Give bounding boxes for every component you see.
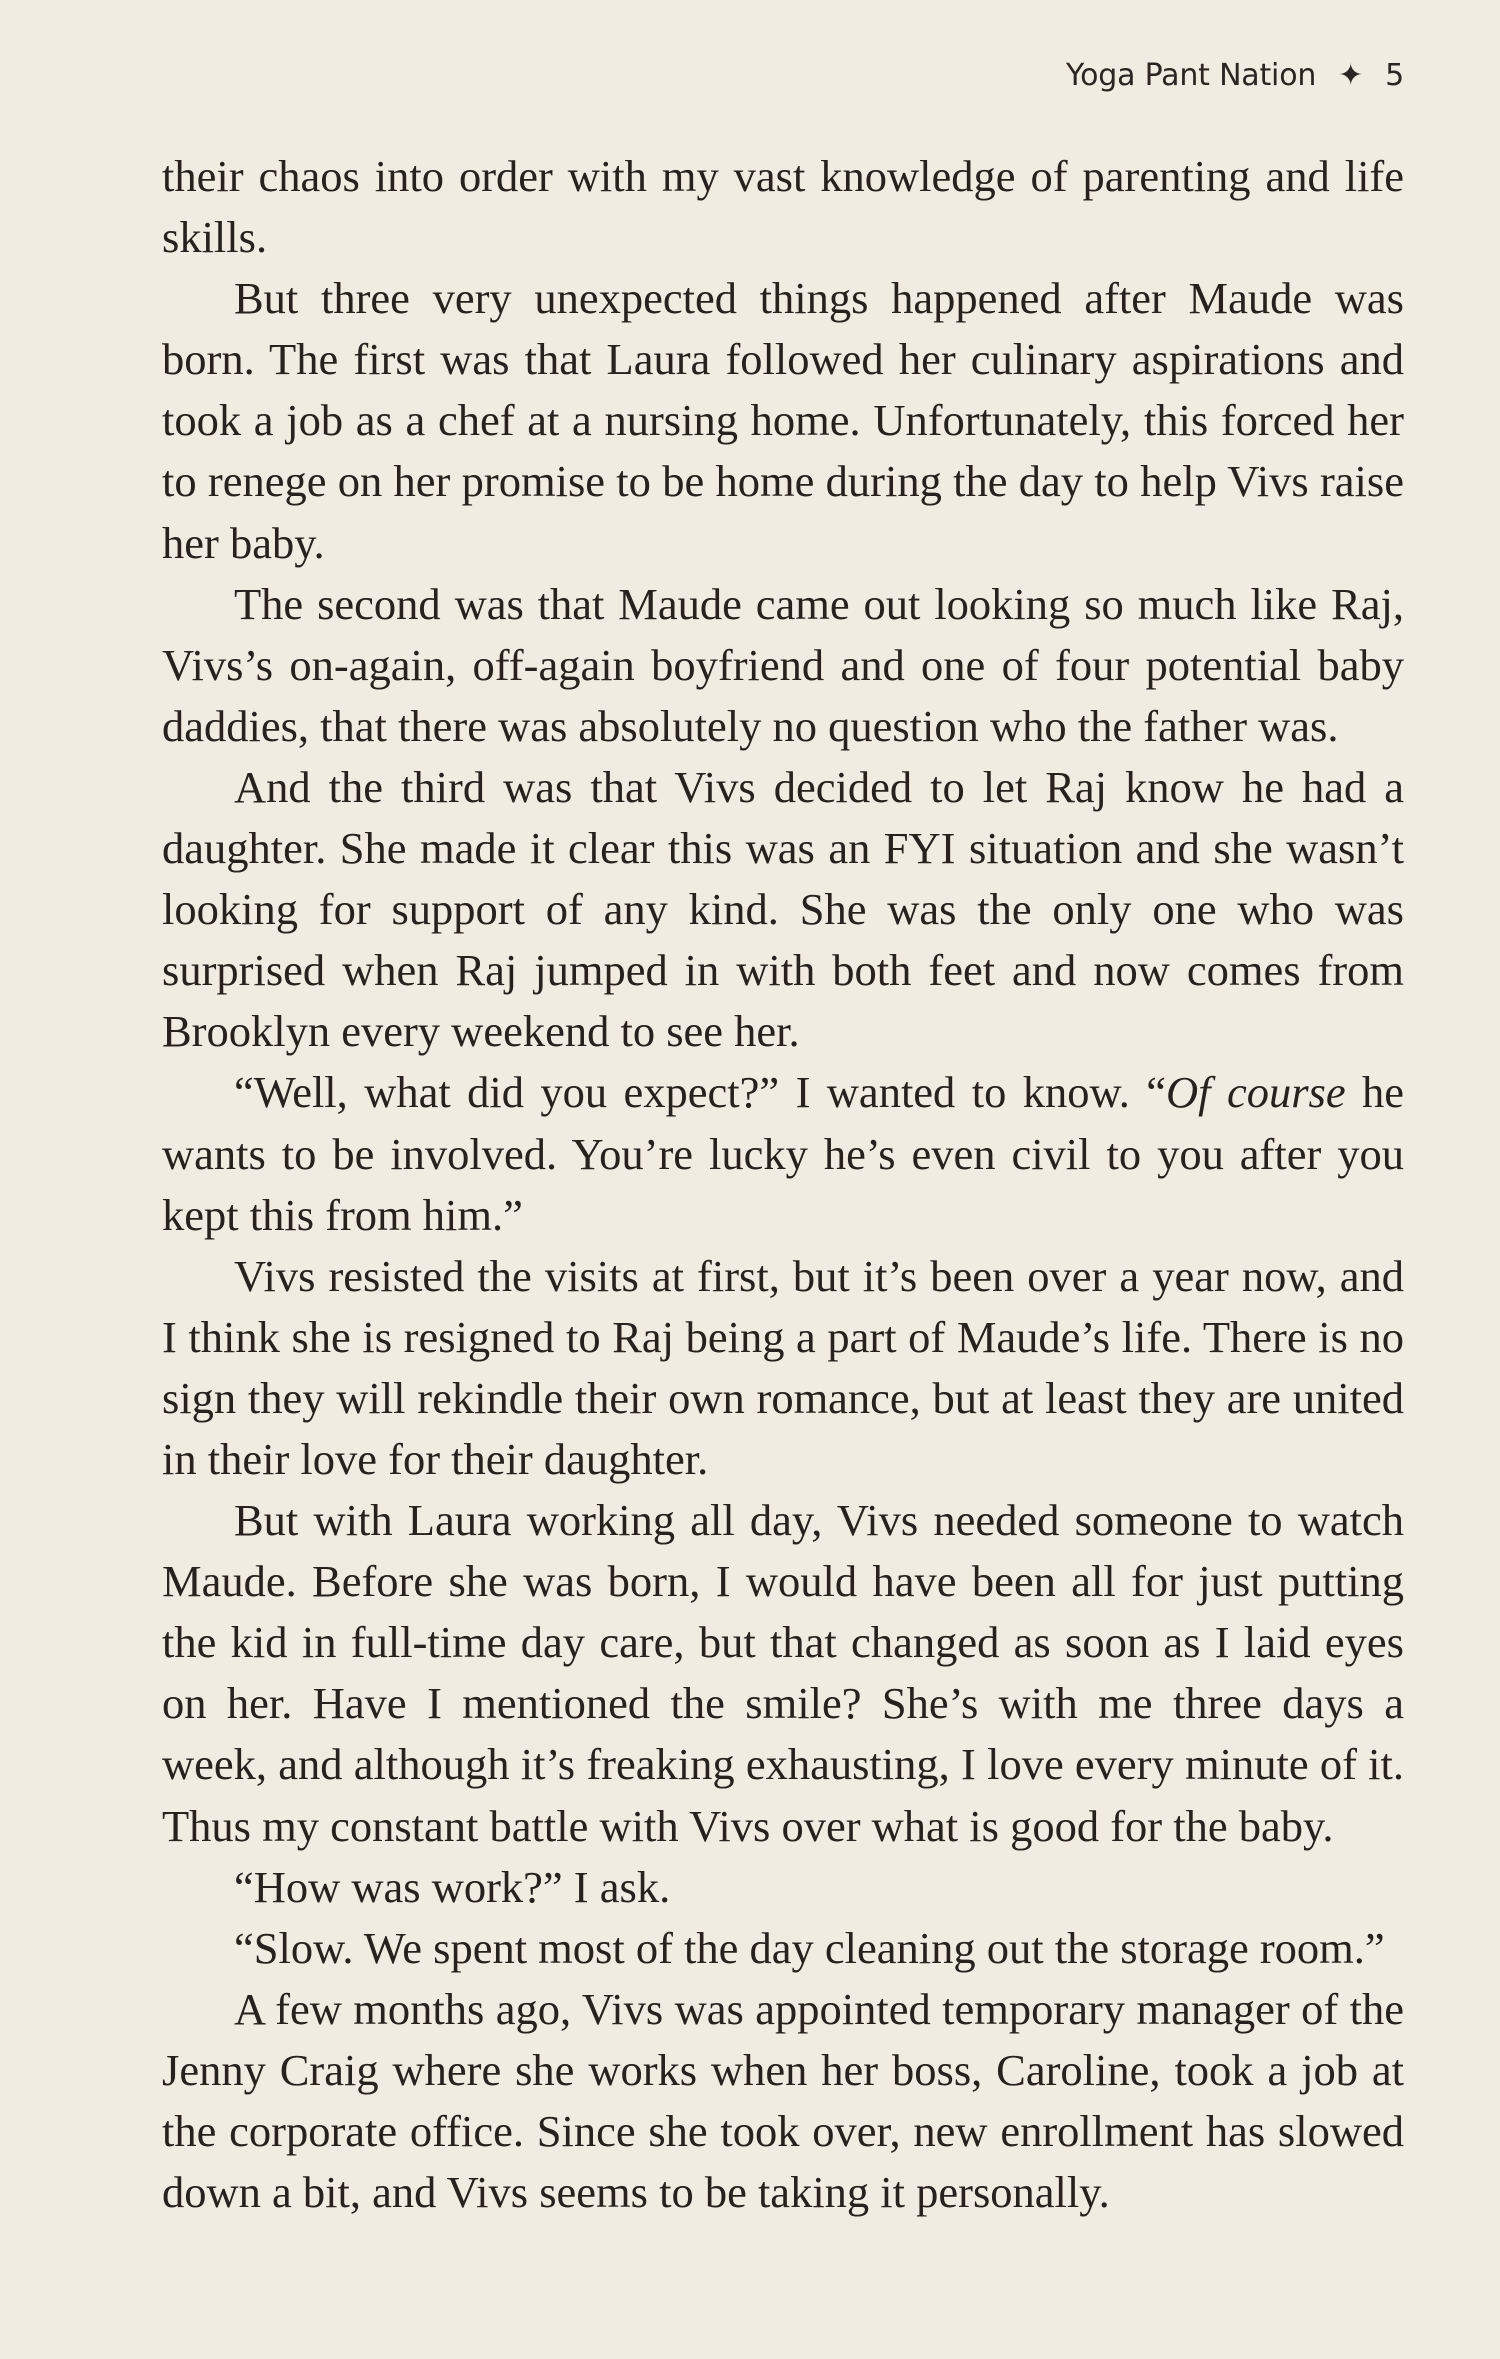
paragraph-8-text: “How was work?” I ask.	[234, 1861, 671, 1912]
paragraph-2-text: But three very unexpected things happened after Maude was born. The first was that Laura followed her culinary aspirations and took a job as a chef at a nursing home. Unfortunately, this forced her to renege on her promise to be home during the day to help Vivs raise her baby.	[162, 273, 1404, 568]
star-ornament-icon: ✦	[1338, 57, 1364, 93]
paragraph-6	[162, 1246, 1404, 1490]
paragraph-7-text: But with Laura working all day, Vivs needed someone to watch Maude. Before she was born, I would have been all for just putting the kid in full-time day care, but that changed as soon as I laid eyes on her. Have I mentioned the smile? She’s with me three days a week, and although it’s freaking exhausting, I love every minute of it. Thus my constant battle with Vivs over what is good for the baby.	[162, 1495, 1404, 1851]
running-header	[1066, 58, 1404, 93]
paragraph-4	[162, 757, 1404, 1062]
paragraph-4-text: And the third was that Vivs decided to let Raj know he had a daughter. She made it clear this was an FYI situation and she wasn’t looking for support of any kind. She was the only one who was surprised when Raj jumped in with both feet and now comes from Brooklyn every weekend to see her.	[162, 761, 1404, 1057]
paragraph-6-text: Vivs resisted the visits at first, but it’s been over a year now, and I think she is resigned to Raj being a part of Maude’s life. There is no sign they will rekindle their own romance, but at least they are united in their love for their daughter.	[162, 1250, 1404, 1484]
paragraph-3	[162, 574, 1404, 757]
page-number: 5	[1385, 58, 1404, 93]
paragraph-10-text: A few months ago, Vivs was appointed temporary manager of the Jenny Craig where she works when her boss, Caroline, took a job at the corporate office. Since she took over, new enrollment has slowed down a bit, and Vivs seems to be taking it personally.	[162, 1983, 1404, 2218]
paragraph-2	[162, 268, 1404, 573]
paragraph-5	[162, 1062, 1404, 1245]
paragraph-8	[162, 1857, 1404, 1918]
paragraph-9	[162, 1918, 1404, 1979]
paragraph-5-text-b: he wants to be involved. You’re lucky he’s even civil to you after you kept this from him.”	[162, 1067, 1404, 1240]
paragraph-10	[162, 1979, 1404, 2223]
body-text	[162, 146, 1404, 2223]
paragraph-9-text: “Slow. We spent most of the day cleaning out the storage room.”	[234, 1922, 1385, 1973]
paragraph-1-text: their chaos into order with my vast knowledge of parenting and life skills.	[162, 151, 1404, 263]
paragraph-3-text: The second was that Maude came out looking so much like Raj, Vivs’s on-again, off-again boyfriend and one of four potential baby daddies, that there was absolutely no question who the father was.	[162, 578, 1404, 751]
paragraph-5-emphasis: Of course	[1166, 1067, 1346, 1118]
running-title: Yoga Pant Nation	[1065, 58, 1317, 93]
paragraph-7	[162, 1490, 1404, 1857]
paragraph-1	[162, 146, 1404, 268]
paragraph-5-text-a: “Well, what did you expect?” I wanted to know. “	[234, 1067, 1167, 1118]
